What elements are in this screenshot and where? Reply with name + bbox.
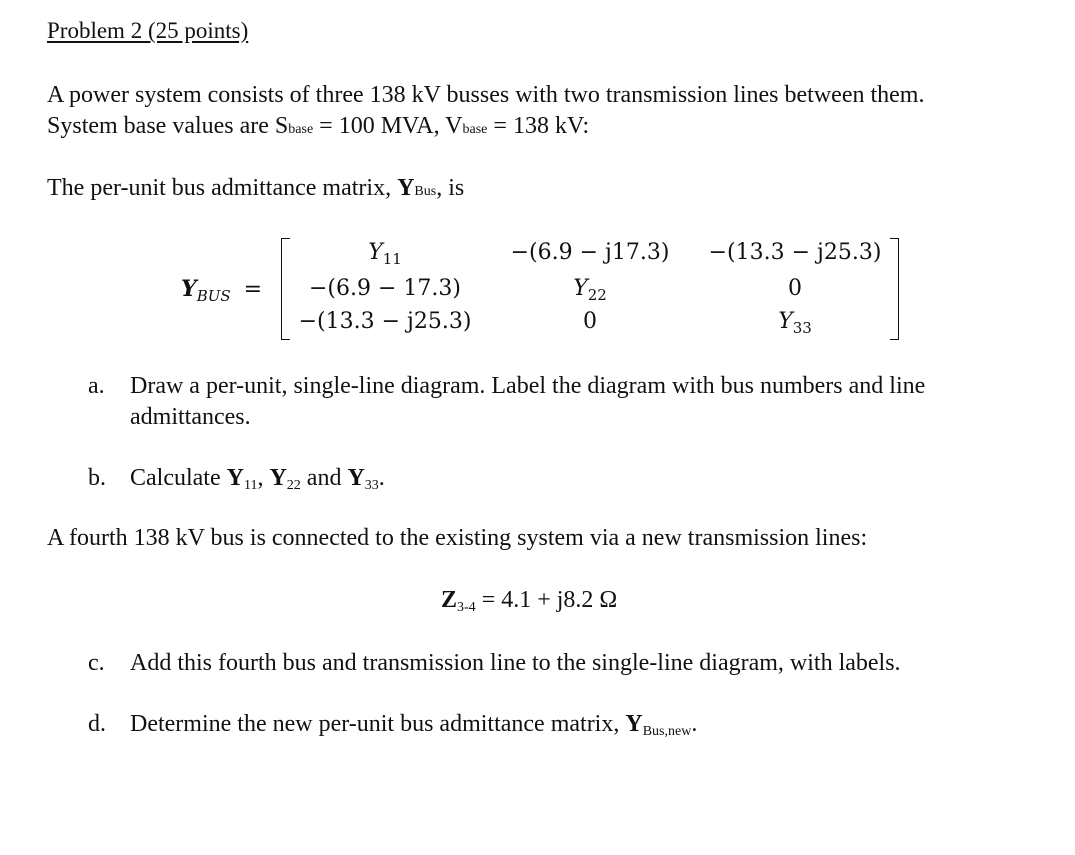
matrix-lhs-subscript: BUS: [196, 287, 231, 305]
item-b-text: Calculate Y11, Y22 and Y33.: [130, 465, 385, 493]
matrix-cell-3-1: −(13.3 − j25.3): [298, 309, 472, 334]
ybus-new-symbol: Y: [625, 711, 643, 737]
item-a-line-1: Draw a per-unit, single-line diagram. Label the diagram with bus numbers and line: [130, 373, 926, 399]
problem-title: Problem 2 (25 points): [47, 18, 249, 43]
matrix-lhs-symbol: Y: [181, 276, 197, 302]
item-c-marker: c.: [88, 650, 105, 676]
matrix-cell-3-2: 0: [583, 309, 597, 334]
item-a-line-2: admittances.: [130, 404, 251, 430]
item-d-text: Determine the new per-unit bus admittance matrix, YBus,new.: [130, 711, 698, 739]
intro-vbase-value: = 138 kV:: [487, 113, 590, 139]
ybus-intro: [47, 175, 464, 202]
intro-line-1: A power system consists of three 138 kV busses with two transmission lines between them.: [47, 82, 925, 108]
matrix-cell-2-2: $Y_{22}$: [573, 276, 607, 304]
item-d-marker: d.: [88, 711, 106, 737]
y22-symbol: Y: [269, 465, 287, 491]
z-subscript: 3-4: [457, 600, 476, 615]
matrix-cell-1-2: −(6.9 − j17.3): [510, 240, 670, 265]
item-a-marker: a.: [88, 373, 105, 399]
sbase-subscript: base: [288, 122, 314, 137]
z-value: = 4.1 + j8.2 Ω: [475, 587, 618, 613]
ybus-new-subscript: Bus,new: [642, 724, 692, 739]
intro-vbase-label: = 100 MVA, V: [313, 113, 463, 139]
y33-symbol: Y: [347, 465, 365, 491]
fourth-bus-text: A fourth 138 kV bus is connected to the existing system via a new transmission lines:: [47, 525, 868, 551]
matrix-cell-1-1: $Y_{11}$: [368, 240, 402, 268]
matrix-equals: =: [243, 277, 263, 302]
intro-line-2: [47, 113, 589, 140]
matrix-lhs: [181, 276, 263, 305]
intro-sbase-label: System base values are S: [47, 113, 289, 139]
ybus-subscript: Bus: [414, 184, 437, 199]
item-b-marker: b.: [88, 465, 106, 491]
item-c-text: Add this fourth bus and transmission line to the single-line diagram, with labels.: [130, 650, 901, 676]
matrix-cell-1-3: −(13.3 − j25.3): [708, 240, 882, 265]
matrix-cell-2-1: −(6.9 − 17.3): [309, 276, 461, 301]
ybus-intro-suffix: , is: [436, 175, 465, 201]
matrix-cell-2-3: 0: [788, 276, 802, 301]
z-symbol: Z: [441, 587, 458, 613]
matrix-cell-3-3: $Y_{33}$: [778, 309, 812, 337]
vbase-subscript: base: [462, 122, 488, 137]
impedance-z34: [441, 587, 617, 614]
y11-symbol: Y: [226, 465, 244, 491]
ybus-symbol: Y: [397, 175, 415, 201]
ybus-intro-text: The per-unit bus admittance matrix,: [47, 175, 398, 201]
